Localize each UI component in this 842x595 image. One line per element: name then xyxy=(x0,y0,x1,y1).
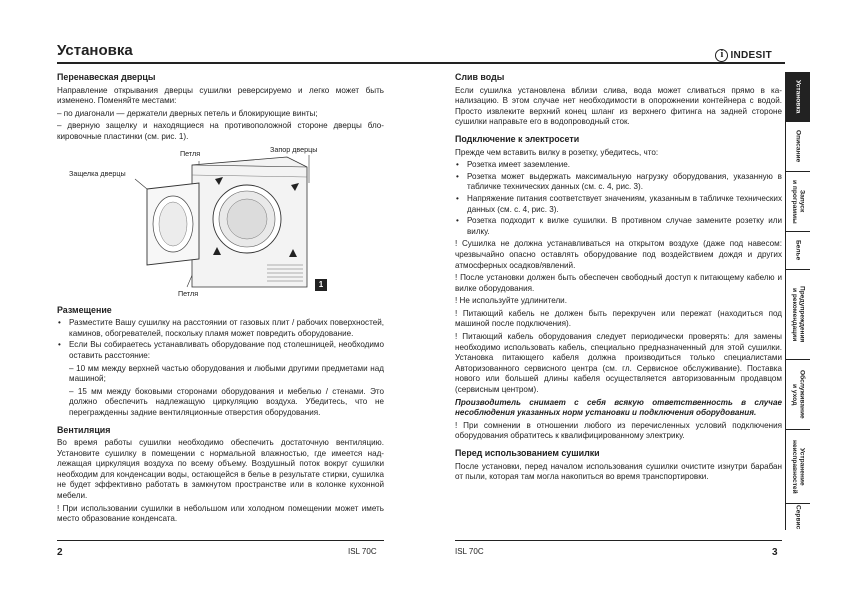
callout-hinge-bottom: Петля xyxy=(178,288,199,298)
tab-installation[interactable]: Установка xyxy=(786,72,810,122)
ventilation-text-2: ! При использовании сушилки в небольшом или холодном помещении может иметь место образование конденсата. xyxy=(57,503,384,524)
callout-door-latch: Защелка дверцы xyxy=(69,168,126,178)
callout-door-lock: Запор дверцы xyxy=(270,144,318,154)
door-text-1: Направление открывания дверцы сушилки реверсируемо и легко может быть изменено. Поменяйте местами: xyxy=(57,85,384,106)
before-use-heading: Перед использованием сушилки xyxy=(455,448,600,458)
tab-maintenance[interactable]: Обслуживание и уход xyxy=(786,360,810,430)
page-number-left: 2 xyxy=(57,547,63,558)
tab-troubleshooting[interactable]: Устранение неисправностей xyxy=(786,430,810,504)
header-rule xyxy=(57,62,785,64)
placement-sub-2: – 15 мм между боковыми сторонами оборудования и мебелью / стенами. Это должно обеспечить надлежащую циркуляцию воздуха. Убедитесь, что не перегражденны задние вентиляционные отверстия оборудования. xyxy=(69,386,384,417)
brand-name: INDESIT xyxy=(730,49,772,61)
brand-logo xyxy=(715,48,772,62)
electric-item-2: • Розетка может выдержать максимальную нагрузку оборудования, указанную в табличке технических данных (см. с. 4, рис. 3). xyxy=(455,172,782,193)
door-text-3: – дверную защелку и находящиеся на противоположной стороне дверцы блокировочные пластинки (см. рис. 1). xyxy=(57,121,384,141)
electric-note-3: ! Не используйте удлинители. xyxy=(455,296,567,306)
electric-intro: Прежде чем вставить вилку в розетку, убедитесь, что: xyxy=(455,147,659,157)
electric-note-2: ! После установки должен быть обеспечен свободный доступ к питающему кабелю и вилке оборудования. xyxy=(455,273,782,293)
figure-1 xyxy=(57,144,327,299)
right-column xyxy=(455,72,782,485)
tab-start-programs[interactable]: Запуск и программы xyxy=(786,172,810,232)
page-title: Установка xyxy=(57,42,133,59)
tab-laundry[interactable]: Белье xyxy=(786,232,810,270)
electric-item-4: • Розетка подходит к вилке сушилки. В противном случае замените розетку или вилку. xyxy=(455,216,782,237)
model-left: ISL 70C xyxy=(348,547,377,556)
section-index-sidebar xyxy=(785,72,809,530)
ventilation-heading: Вентиляция xyxy=(57,424,111,435)
drain-heading: Слив воды xyxy=(455,72,505,82)
placement-list xyxy=(57,318,384,361)
callout-hinge-top: Петля xyxy=(180,148,201,158)
electric-note-4: ! Питающий кабель не должен быть перекручен или пережат (находиться под машиной после подключения). xyxy=(455,308,782,329)
footer-rule-left xyxy=(57,540,384,541)
before-use-text: После установки, перед началом использования сушилки очистите изнутри барабан от пыли, которая там могла накопиться во время транспортировки. xyxy=(455,461,782,482)
placement-item-2: • Если Вы собираетесь устанавливать оборудование под столешницей, необходимо оставить расстояние: xyxy=(57,340,384,361)
model-right: ISL 70C xyxy=(455,547,484,556)
electric-note-1: ! Сушилка не должна устанавливаться на открытом воздухе (даже под навесом: чрезвычайно опасно оставлять оборудование под воздействием дождя и других атмосферных осадков/явлений. xyxy=(455,239,782,270)
liability-note: Производитель снимает с себя всякую ответственность в случае несоблюдения указанных норм установки и подключения оборудования. xyxy=(455,397,782,418)
placement-heading: Размещение xyxy=(57,304,112,315)
electric-note-6: ! При сомнении в отношении любого из перечисленных условий подключения оборудования обратитесь к квалифицированному электрику. xyxy=(455,420,782,441)
door-heading: Перенавеская дверцы xyxy=(57,72,156,82)
page-number-right: 3 xyxy=(772,547,778,558)
left-column xyxy=(57,72,384,527)
drain-text: Если сушилка установлена вблизи слива, вода может сливаться прямо в канализацию. В этом случае нет необходимости в опорожнении контейнера с водой. Просто извлеките верхний конец шланг из верхнего фитинга на задней стороне сушилки направьте его в водопроводный сток. xyxy=(455,85,782,127)
footer-rule-right xyxy=(455,540,782,541)
electric-list xyxy=(455,160,782,237)
tab-service[interactable]: Сервис xyxy=(794,504,802,530)
electric-note-5: ! Питающий кабель оборудования следует периодически проверять: для замены необходимо использовать кабель, специально предназначенный для этой сушилки. Установка питающего кабеля должна производиться только специалистами Авторизованного сервисного центра (см. гл. Сервисное обслуживание). Поставка нового или большей длины кабеля осуществляется авторизованным продавцом (сервисным центром). xyxy=(455,332,782,395)
placement-sub-1: – 10 мм между верхней частью оборудования и любыми другими предметами над машиной; xyxy=(69,363,384,384)
ventilation-text-1: Во время работы сушилки необходимо обеспечить достаточную вентиляцию. Установите сушилку в помещении с нормальной влажностью, где имеется надлежащая циркуляция воздуха по всему объему. Воздушный поток вокруг сушилки необходим для конденсации воды, остающейся в белье в результате стирки, сушилка не будет эффективно работать в замкнутом пространстве или в колонке кухонной мебели. xyxy=(57,438,384,501)
tab-warnings[interactable]: Предупреждения и рекомендации xyxy=(786,270,810,360)
electric-item-3: • Напряжение питания соответствует значениям, указанным в табличке технических данных (см. с. 4, рис. 3). xyxy=(455,194,782,215)
electric-heading: Подключение к электросети xyxy=(455,133,580,144)
placement-item-1: • Разместите Вашу сушилку на расстоянии от газовых плит / рабочих поверхностей, каминов, обогревателей, поскольку пламя может повредить оборудование. xyxy=(57,318,384,339)
tab-description[interactable]: Описание xyxy=(786,122,810,172)
dryer-illustration xyxy=(127,144,327,297)
door-text-2: – по диагонали — держатели дверных петель и блокирующие винты; xyxy=(57,108,318,118)
electric-item-1: • Розетка имеет заземление. xyxy=(455,160,782,171)
figure-number: 1 xyxy=(315,279,327,291)
brand-mark-icon: i xyxy=(715,49,728,62)
